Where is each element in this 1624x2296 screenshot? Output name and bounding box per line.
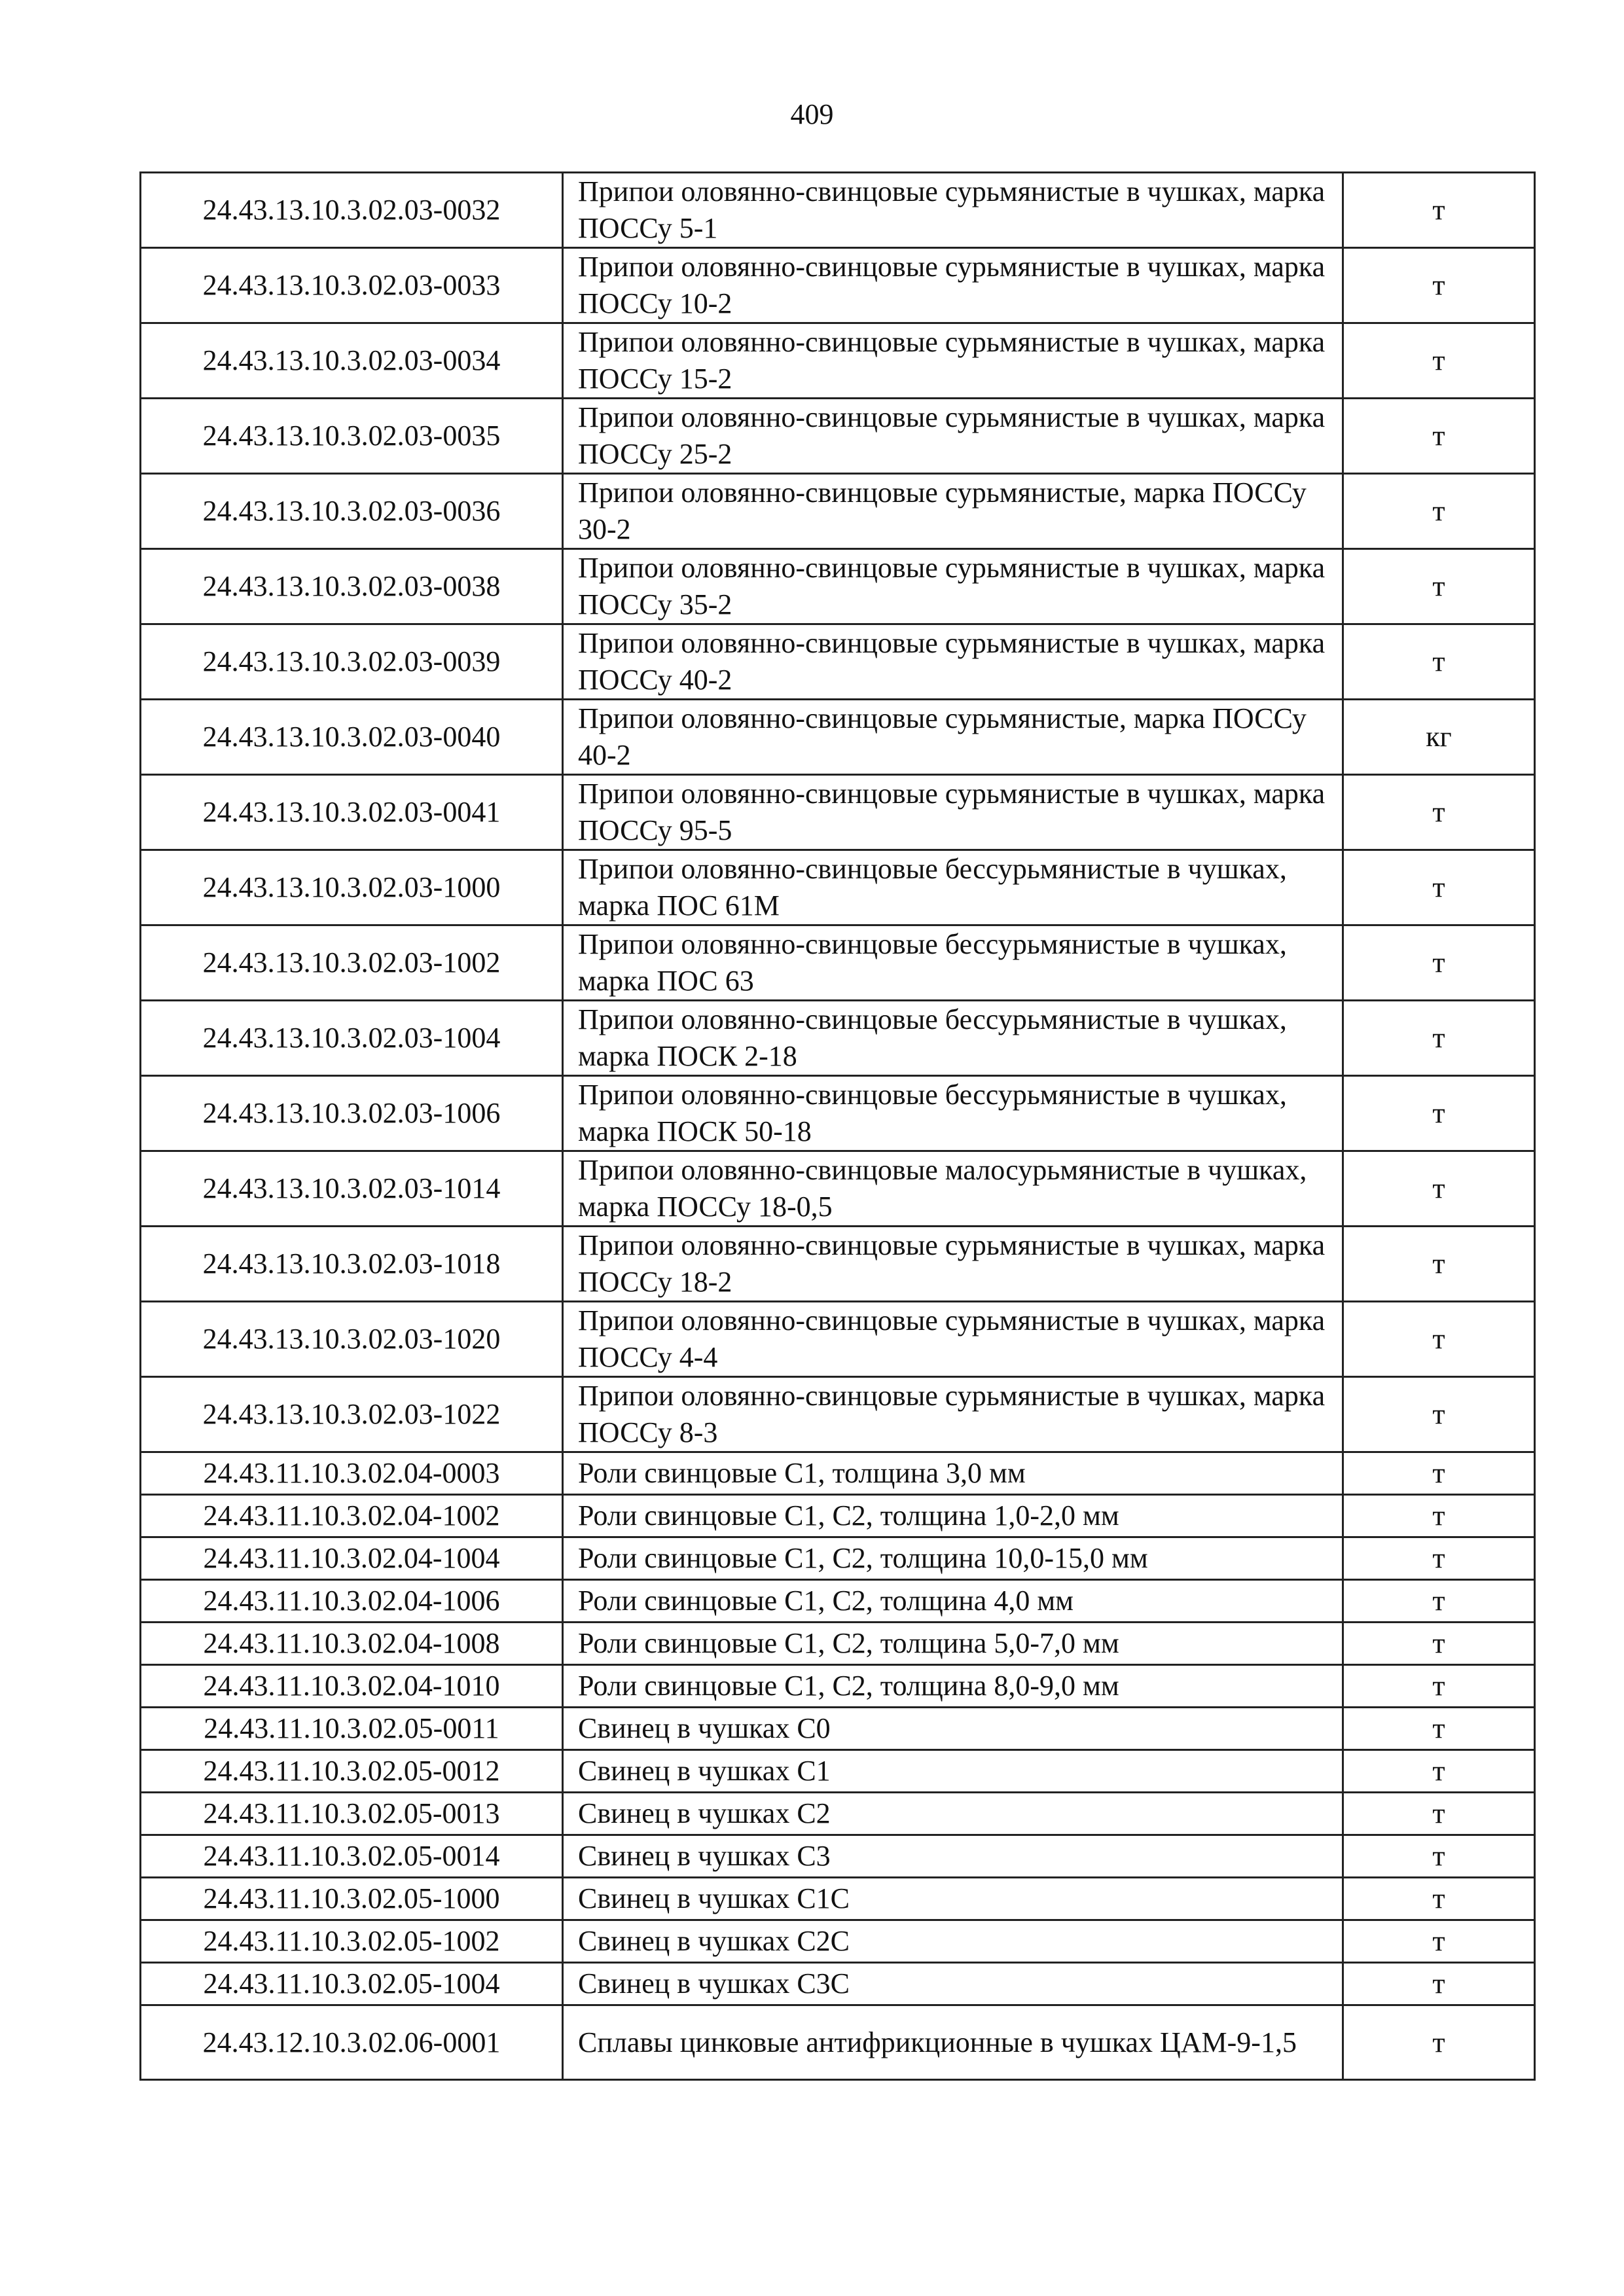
code-cell: 24.43.11.10.3.02.04-1008	[141, 1623, 563, 1665]
code-cell: 24.43.13.10.3.02.03-1002	[141, 925, 563, 1001]
unit-cell: т	[1343, 1793, 1535, 1835]
code-cell: 24.43.11.10.3.02.04-0003	[141, 1452, 563, 1495]
description-cell: Припои оловянно-свинцовые сурьмянистые в чушках, марка ПОССу 35-2	[563, 549, 1343, 624]
table-row	[141, 1665, 1535, 1708]
unit-cell: т	[1343, 1227, 1535, 1302]
description-cell: Свинец в чушках С3	[563, 1835, 1343, 1878]
unit-cell: т	[1343, 1708, 1535, 1750]
code-cell: 24.43.13.10.3.02.03-0038	[141, 549, 563, 624]
description-cell: Сплавы цинковые антифрикционные в чушках ЦАМ-9-1,5	[563, 2005, 1343, 2080]
unit-cell: т	[1343, 1377, 1535, 1452]
unit-cell: т	[1343, 1920, 1535, 1963]
unit-cell: т	[1343, 323, 1535, 399]
code-cell: 24.43.13.10.3.02.03-1000	[141, 850, 563, 925]
materials-table	[139, 171, 1536, 2081]
description-cell: Припои оловянно-свинцовые сурьмянистые в чушках, марка ПОССу 4-4	[563, 1302, 1343, 1377]
description-cell: Припои оловянно-свинцовые сурьмянистые в чушках, марка ПОССу 15-2	[563, 323, 1343, 399]
code-cell: 24.43.13.10.3.02.03-0041	[141, 775, 563, 850]
table-row	[141, 1963, 1535, 2005]
unit-cell: т	[1343, 1302, 1535, 1377]
table-row	[141, 775, 1535, 850]
table-row	[141, 1452, 1535, 1495]
code-cell: 24.43.13.10.3.02.03-1020	[141, 1302, 563, 1377]
unit-cell: т	[1343, 1878, 1535, 1920]
description-cell: Свинец в чушках С3С	[563, 1963, 1343, 2005]
unit-cell: т	[1343, 1151, 1535, 1227]
description-cell: Припои оловянно-свинцовые сурьмянистые в чушках, марка ПОССу 40-2	[563, 624, 1343, 700]
table-row	[141, 1495, 1535, 1537]
description-cell: Припои оловянно-свинцовые бессурьмянистые в чушках, марка ПОС 61М	[563, 850, 1343, 925]
description-cell: Роли свинцовые С1, С2, толщина 8,0-9,0 мм	[563, 1665, 1343, 1708]
code-cell: 24.43.11.10.3.02.04-1002	[141, 1495, 563, 1537]
description-cell: Свинец в чушках С2С	[563, 1920, 1343, 1963]
code-cell: 24.43.13.10.3.02.03-1018	[141, 1227, 563, 1302]
description-cell: Припои оловянно-свинцовые малосурьмянистые в чушках, марка ПОССу 18-0,5	[563, 1151, 1343, 1227]
description-cell: Свинец в чушках С0	[563, 1708, 1343, 1750]
table-row	[141, 248, 1535, 323]
materials-table-body	[141, 173, 1535, 2080]
description-cell: Роли свинцовые С1, толщина 3,0 мм	[563, 1452, 1343, 1495]
unit-cell: т	[1343, 399, 1535, 474]
code-cell: 24.43.13.10.3.02.03-1006	[141, 1076, 563, 1151]
table-row	[141, 399, 1535, 474]
code-cell: 24.43.13.10.3.02.03-0035	[141, 399, 563, 474]
description-cell: Припои оловянно-свинцовые сурьмянистые в чушках, марка ПОССу 10-2	[563, 248, 1343, 323]
description-cell: Роли свинцовые С1, С2, толщина 10,0-15,0 мм	[563, 1537, 1343, 1580]
unit-cell: т	[1343, 1623, 1535, 1665]
unit-cell: т	[1343, 1452, 1535, 1495]
description-cell: Свинец в чушках С1	[563, 1750, 1343, 1793]
code-cell: 24.43.11.10.3.02.04-1004	[141, 1537, 563, 1580]
unit-cell: т	[1343, 1750, 1535, 1793]
table-row	[141, 1537, 1535, 1580]
code-cell: 24.43.13.10.3.02.03-0032	[141, 173, 563, 248]
table-row	[141, 1835, 1535, 1878]
code-cell: 24.43.11.10.3.02.04-1006	[141, 1580, 563, 1623]
table-row	[141, 624, 1535, 700]
table-row	[141, 1750, 1535, 1793]
description-cell: Припои оловянно-свинцовые сурьмянистые в чушках, марка ПОССу 8-3	[563, 1377, 1343, 1452]
description-cell: Припои оловянно-свинцовые сурьмянистые в чушках, марка ПОССу 25-2	[563, 399, 1343, 474]
unit-cell: т	[1343, 1665, 1535, 1708]
description-cell: Припои оловянно-свинцовые сурьмянистые в чушках, марка ПОССу 5-1	[563, 173, 1343, 248]
unit-cell: кг	[1343, 700, 1535, 775]
table-row	[141, 1302, 1535, 1377]
unit-cell: т	[1343, 1495, 1535, 1537]
table-row	[141, 1580, 1535, 1623]
code-cell: 24.43.11.10.3.02.05-1000	[141, 1878, 563, 1920]
description-cell: Припои оловянно-свинцовые бессурьмянистые в чушках, марка ПОСК 2-18	[563, 1001, 1343, 1076]
code-cell: 24.43.11.10.3.02.05-1002	[141, 1920, 563, 1963]
code-cell: 24.43.13.10.3.02.03-0040	[141, 700, 563, 775]
table-row	[141, 1076, 1535, 1151]
table-row	[141, 2005, 1535, 2080]
code-cell: 24.43.11.10.3.02.05-0013	[141, 1793, 563, 1835]
table-row	[141, 1377, 1535, 1452]
table-row	[141, 925, 1535, 1001]
unit-cell: т	[1343, 1537, 1535, 1580]
code-cell: 24.43.11.10.3.02.04-1010	[141, 1665, 563, 1708]
table-row	[141, 1920, 1535, 1963]
description-cell: Роли свинцовые С1, С2, толщина 5,0-7,0 мм	[563, 1623, 1343, 1665]
unit-cell: т	[1343, 850, 1535, 925]
table-row	[141, 323, 1535, 399]
unit-cell: т	[1343, 624, 1535, 700]
description-cell: Припои оловянно-свинцовые бессурьмянистые в чушках, марка ПОСК 50-18	[563, 1076, 1343, 1151]
table-row	[141, 1151, 1535, 1227]
table-row	[141, 549, 1535, 624]
description-cell: Припои оловянно-свинцовые сурьмянистые в чушках, марка ПОССу 18-2	[563, 1227, 1343, 1302]
table-row	[141, 1878, 1535, 1920]
description-cell: Припои оловянно-свинцовые сурьмянистые в чушках, марка ПОССу 95-5	[563, 775, 1343, 850]
unit-cell: т	[1343, 2005, 1535, 2080]
code-cell: 24.43.11.10.3.02.05-0012	[141, 1750, 563, 1793]
unit-cell: т	[1343, 549, 1535, 624]
description-cell: Роли свинцовые С1, С2, толщина 1,0-2,0 мм	[563, 1495, 1343, 1537]
code-cell: 24.43.13.10.3.02.03-1022	[141, 1377, 563, 1452]
description-cell: Припои оловянно-свинцовые бессурьмянистые в чушках, марка ПОС 63	[563, 925, 1343, 1001]
unit-cell: т	[1343, 173, 1535, 248]
table-row	[141, 1227, 1535, 1302]
description-cell: Припои оловянно-свинцовые сурьмянистые, марка ПОССу 40-2	[563, 700, 1343, 775]
unit-cell: т	[1343, 775, 1535, 850]
code-cell: 24.43.11.10.3.02.05-0014	[141, 1835, 563, 1878]
unit-cell: т	[1343, 248, 1535, 323]
unit-cell: т	[1343, 925, 1535, 1001]
unit-cell: т	[1343, 1835, 1535, 1878]
code-cell: 24.43.13.10.3.02.03-1004	[141, 1001, 563, 1076]
code-cell: 24.43.11.10.3.02.05-0011	[141, 1708, 563, 1750]
page-number: 409	[790, 98, 834, 130]
table-row	[141, 173, 1535, 248]
unit-cell: т	[1343, 474, 1535, 549]
unit-cell: т	[1343, 1580, 1535, 1623]
table-row	[141, 1708, 1535, 1750]
table-row	[141, 850, 1535, 925]
code-cell: 24.43.13.10.3.02.03-0036	[141, 474, 563, 549]
description-cell: Роли свинцовые С1, С2, толщина 4,0 мм	[563, 1580, 1343, 1623]
unit-cell: т	[1343, 1076, 1535, 1151]
code-cell: 24.43.11.10.3.02.05-1004	[141, 1963, 563, 2005]
code-cell: 24.43.13.10.3.02.03-0034	[141, 323, 563, 399]
code-cell: 24.43.13.10.3.02.03-1014	[141, 1151, 563, 1227]
unit-cell: т	[1343, 1963, 1535, 2005]
code-cell: 24.43.13.10.3.02.03-0039	[141, 624, 563, 700]
description-cell: Свинец в чушках С2	[563, 1793, 1343, 1835]
code-cell: 24.43.12.10.3.02.06-0001	[141, 2005, 563, 2080]
unit-cell: т	[1343, 1001, 1535, 1076]
description-cell: Свинец в чушках С1С	[563, 1878, 1343, 1920]
description-cell: Припои оловянно-свинцовые сурьмянистые, марка ПОССу 30-2	[563, 474, 1343, 549]
table-row	[141, 1623, 1535, 1665]
table-row	[141, 700, 1535, 775]
table-row	[141, 1793, 1535, 1835]
table-row	[141, 474, 1535, 549]
code-cell: 24.43.13.10.3.02.03-0033	[141, 248, 563, 323]
table-row	[141, 1001, 1535, 1076]
